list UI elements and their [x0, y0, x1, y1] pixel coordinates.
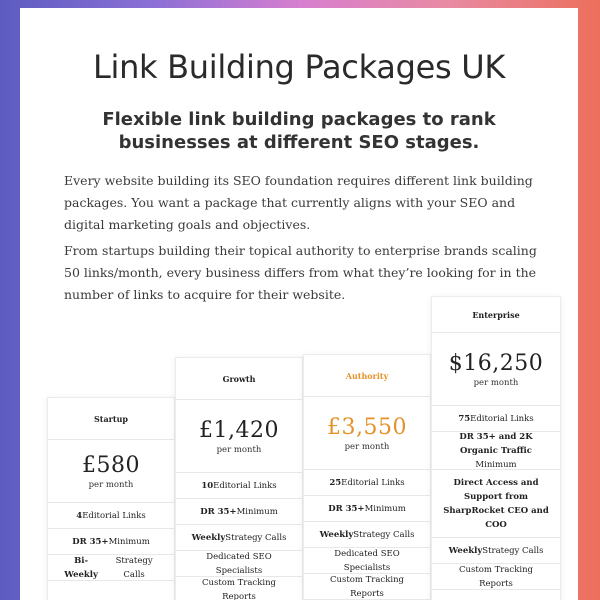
plan-card-startup[interactable]	[47, 397, 175, 600]
plan-feature: DR 35+ Minimum	[48, 529, 174, 555]
page-subtitle: Flexible link building packages to rank businesses at different SEO stages.	[102, 109, 496, 153]
plan-period: per month	[344, 441, 390, 452]
content-card	[20, 8, 578, 600]
plan-period: per month	[473, 377, 519, 388]
plan-card-authority[interactable]	[303, 354, 431, 600]
plan-name: Authority	[304, 355, 430, 397]
plan-feature: 75 Editorial Links	[432, 406, 560, 432]
plan-feature: Dedicated SEO Specialists	[304, 548, 430, 574]
plan-period: per month	[216, 444, 262, 455]
plan-name: Startup	[48, 398, 174, 440]
plan-feature: Bi-Weekly Strategy Calls	[48, 555, 174, 581]
price-block	[176, 400, 302, 473]
plan-feature: Custom Tracking Reports	[432, 564, 560, 590]
plan-feature: DR 35+ Minimum	[304, 496, 430, 522]
plan-price: £1,420	[199, 417, 279, 443]
intro-paragraph-1: Every website building its SEO foundation requires different link building packages. You want a package that currently aligns with your SEO and digital marketing goals and objectives.	[64, 173, 533, 232]
plan-card-growth[interactable]	[175, 357, 303, 600]
plan-feature: DR 35+ and 2K Organic Traffic Minimum	[432, 432, 560, 470]
plan-feature: Direct Access and Support from SharpRocket CEO and COO	[432, 470, 560, 538]
plan-feature: 4 Editorial Links	[48, 503, 174, 529]
plan-feature: DR 35+ Minimum	[176, 499, 302, 525]
intro-paragraph-2: From startups building their topical authority to enterprise brands scaling 50 links/month, every business differs from what they’re looking for in the number of links to acquire for their website.	[64, 243, 537, 302]
plan-card-enterprise[interactable]	[431, 296, 561, 600]
page-title: Link Building Packages UK	[92, 48, 506, 86]
price-block	[304, 397, 430, 470]
plan-feature: Weekly Strategy Calls	[176, 525, 302, 551]
plan-feature: Custom Tracking Reports	[304, 574, 430, 600]
plan-feature: 25 Editorial Links	[304, 470, 430, 496]
plan-feature: Weekly Strategy Calls	[304, 522, 430, 548]
plan-price: £3,550	[327, 414, 407, 440]
plan-period: per month	[88, 479, 134, 490]
plan-feature: Dedicated SEO Specialists	[176, 551, 302, 577]
price-block	[48, 440, 174, 503]
plan-name: Enterprise	[432, 297, 560, 333]
plan-price: $16,250	[448, 350, 544, 376]
plan-feature: Weekly Strategy Calls	[432, 538, 560, 564]
plan-price: £580	[82, 452, 140, 478]
plan-name: Growth	[176, 358, 302, 400]
plan-feature: 10 Editorial Links	[176, 473, 302, 499]
plan-feature: Custom Tracking Reports	[176, 577, 302, 600]
price-block	[432, 333, 560, 406]
